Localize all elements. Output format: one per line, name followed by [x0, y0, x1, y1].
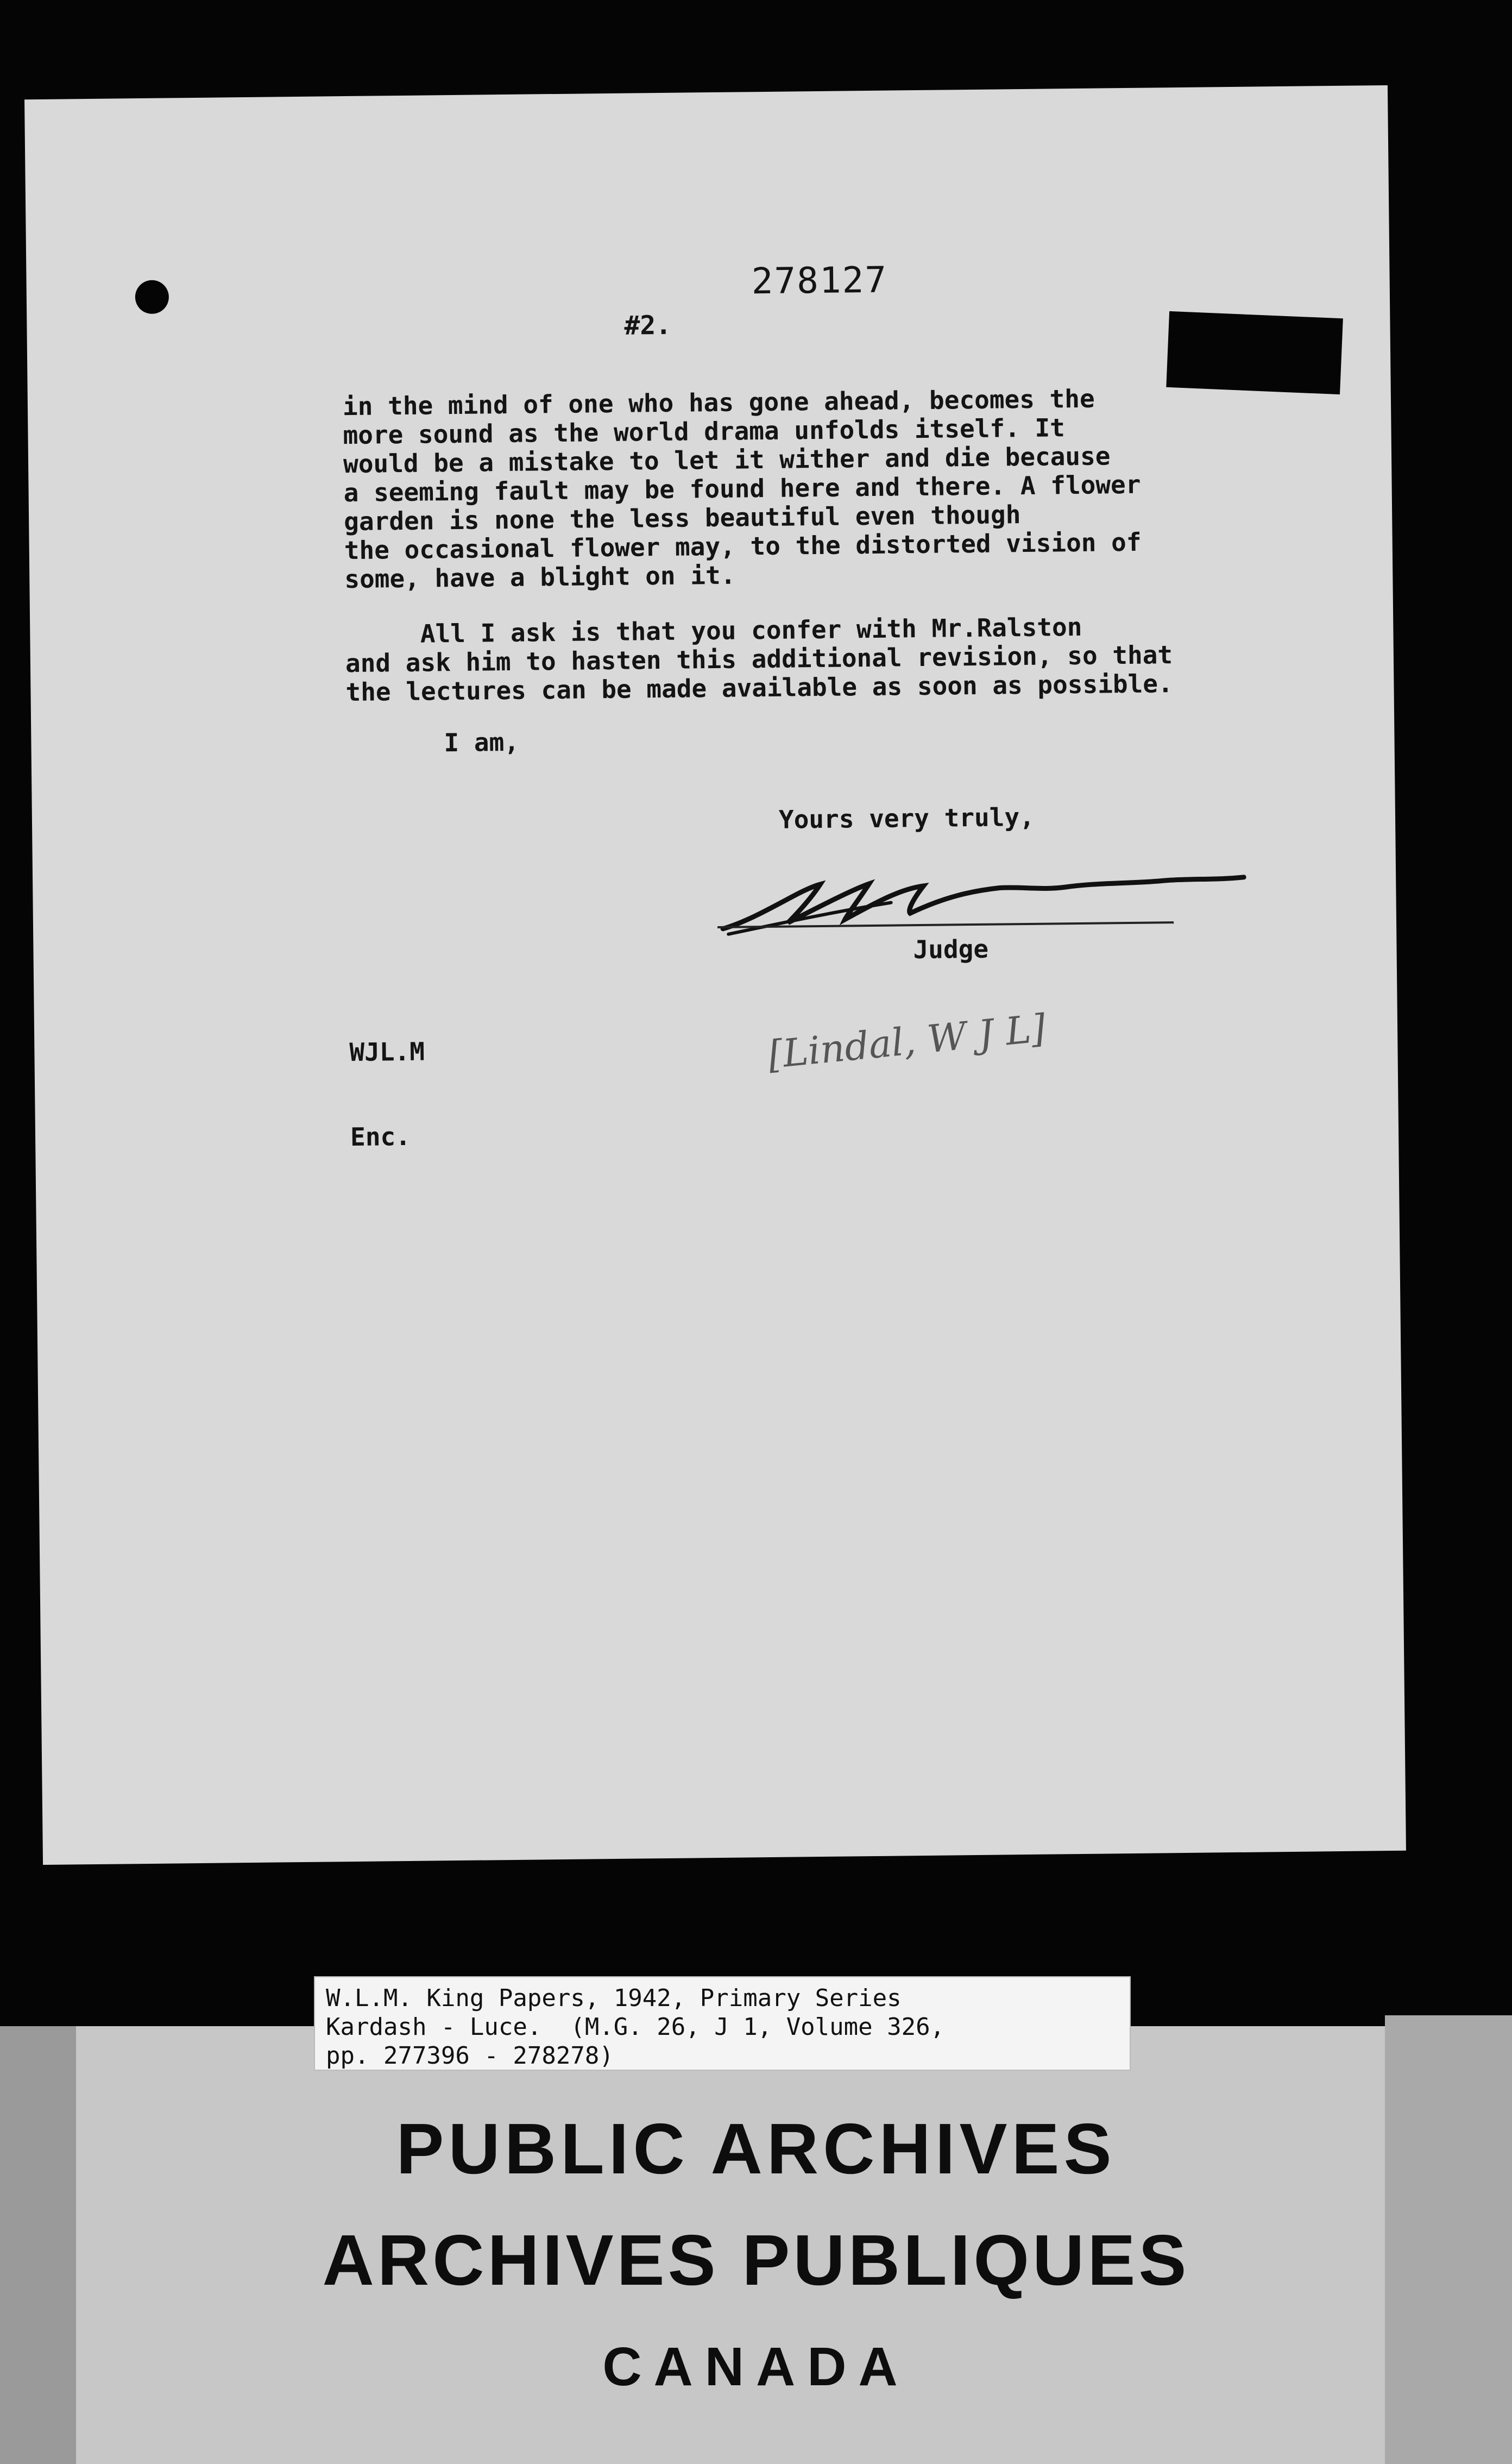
enclosure-note: Enc.	[350, 1121, 411, 1152]
signature-title: Judge	[913, 934, 989, 965]
reference-line: Kardash - Luce. (M.G. 26, J 1, Volume 326,	[326, 2013, 945, 2041]
margin-arrow	[1263, 699, 1286, 714]
redaction-mark	[1166, 311, 1343, 394]
request-line: the lectures can be made available as soon as possible.	[345, 669, 1173, 707]
body-line: would be a mistake to let it wither and die because	[343, 441, 1111, 479]
request-line: All I ask is that you confer with Mr.Ralston	[345, 612, 1082, 650]
handwritten-note: [Lindal, W J L]	[766, 1005, 1048, 1078]
closing: I am,	[444, 727, 520, 758]
archive-stamp-french: ARCHIVES PUBLIQUES	[322, 2220, 1190, 2300]
request-paragraph	[345, 611, 1269, 707]
archive-stamp-country: CANADA	[602, 2336, 910, 2397]
body-line: garden is none the less beautiful even though	[343, 500, 1021, 537]
letter-page	[24, 85, 1406, 1865]
archive-stamp-english: PUBLIC ARCHIVES	[396, 2109, 1116, 2189]
body-paragraph	[343, 382, 1268, 594]
typist-initials-block	[349, 981, 426, 1208]
reference-line: W.L.M. King Papers, 1942, Primary Series	[326, 1984, 902, 2012]
body-line: a seeming fault may be found here and there. A flower	[343, 469, 1141, 508]
signature	[717, 863, 1261, 939]
salutation: Yours very truly,	[778, 802, 1035, 834]
reference-line: pp. 277396 - 278278)	[326, 2042, 614, 2070]
page-number: #2.	[624, 310, 672, 341]
punch-hole	[135, 280, 169, 314]
body-line: in the mind of one who has gone ahead, becomes the	[342, 384, 1095, 422]
document-number: 278127	[751, 259, 888, 303]
body-line: some, have a blight on it.	[344, 560, 736, 594]
body-line: the occasional flower may, to the distorted vision of	[344, 527, 1142, 565]
request-line: and ask him to hasten this additional revision, so that	[345, 640, 1173, 678]
body-line: more sound as the world drama unfolds itself. It	[343, 413, 1066, 450]
typist-initials: WJL.M	[349, 1036, 425, 1067]
